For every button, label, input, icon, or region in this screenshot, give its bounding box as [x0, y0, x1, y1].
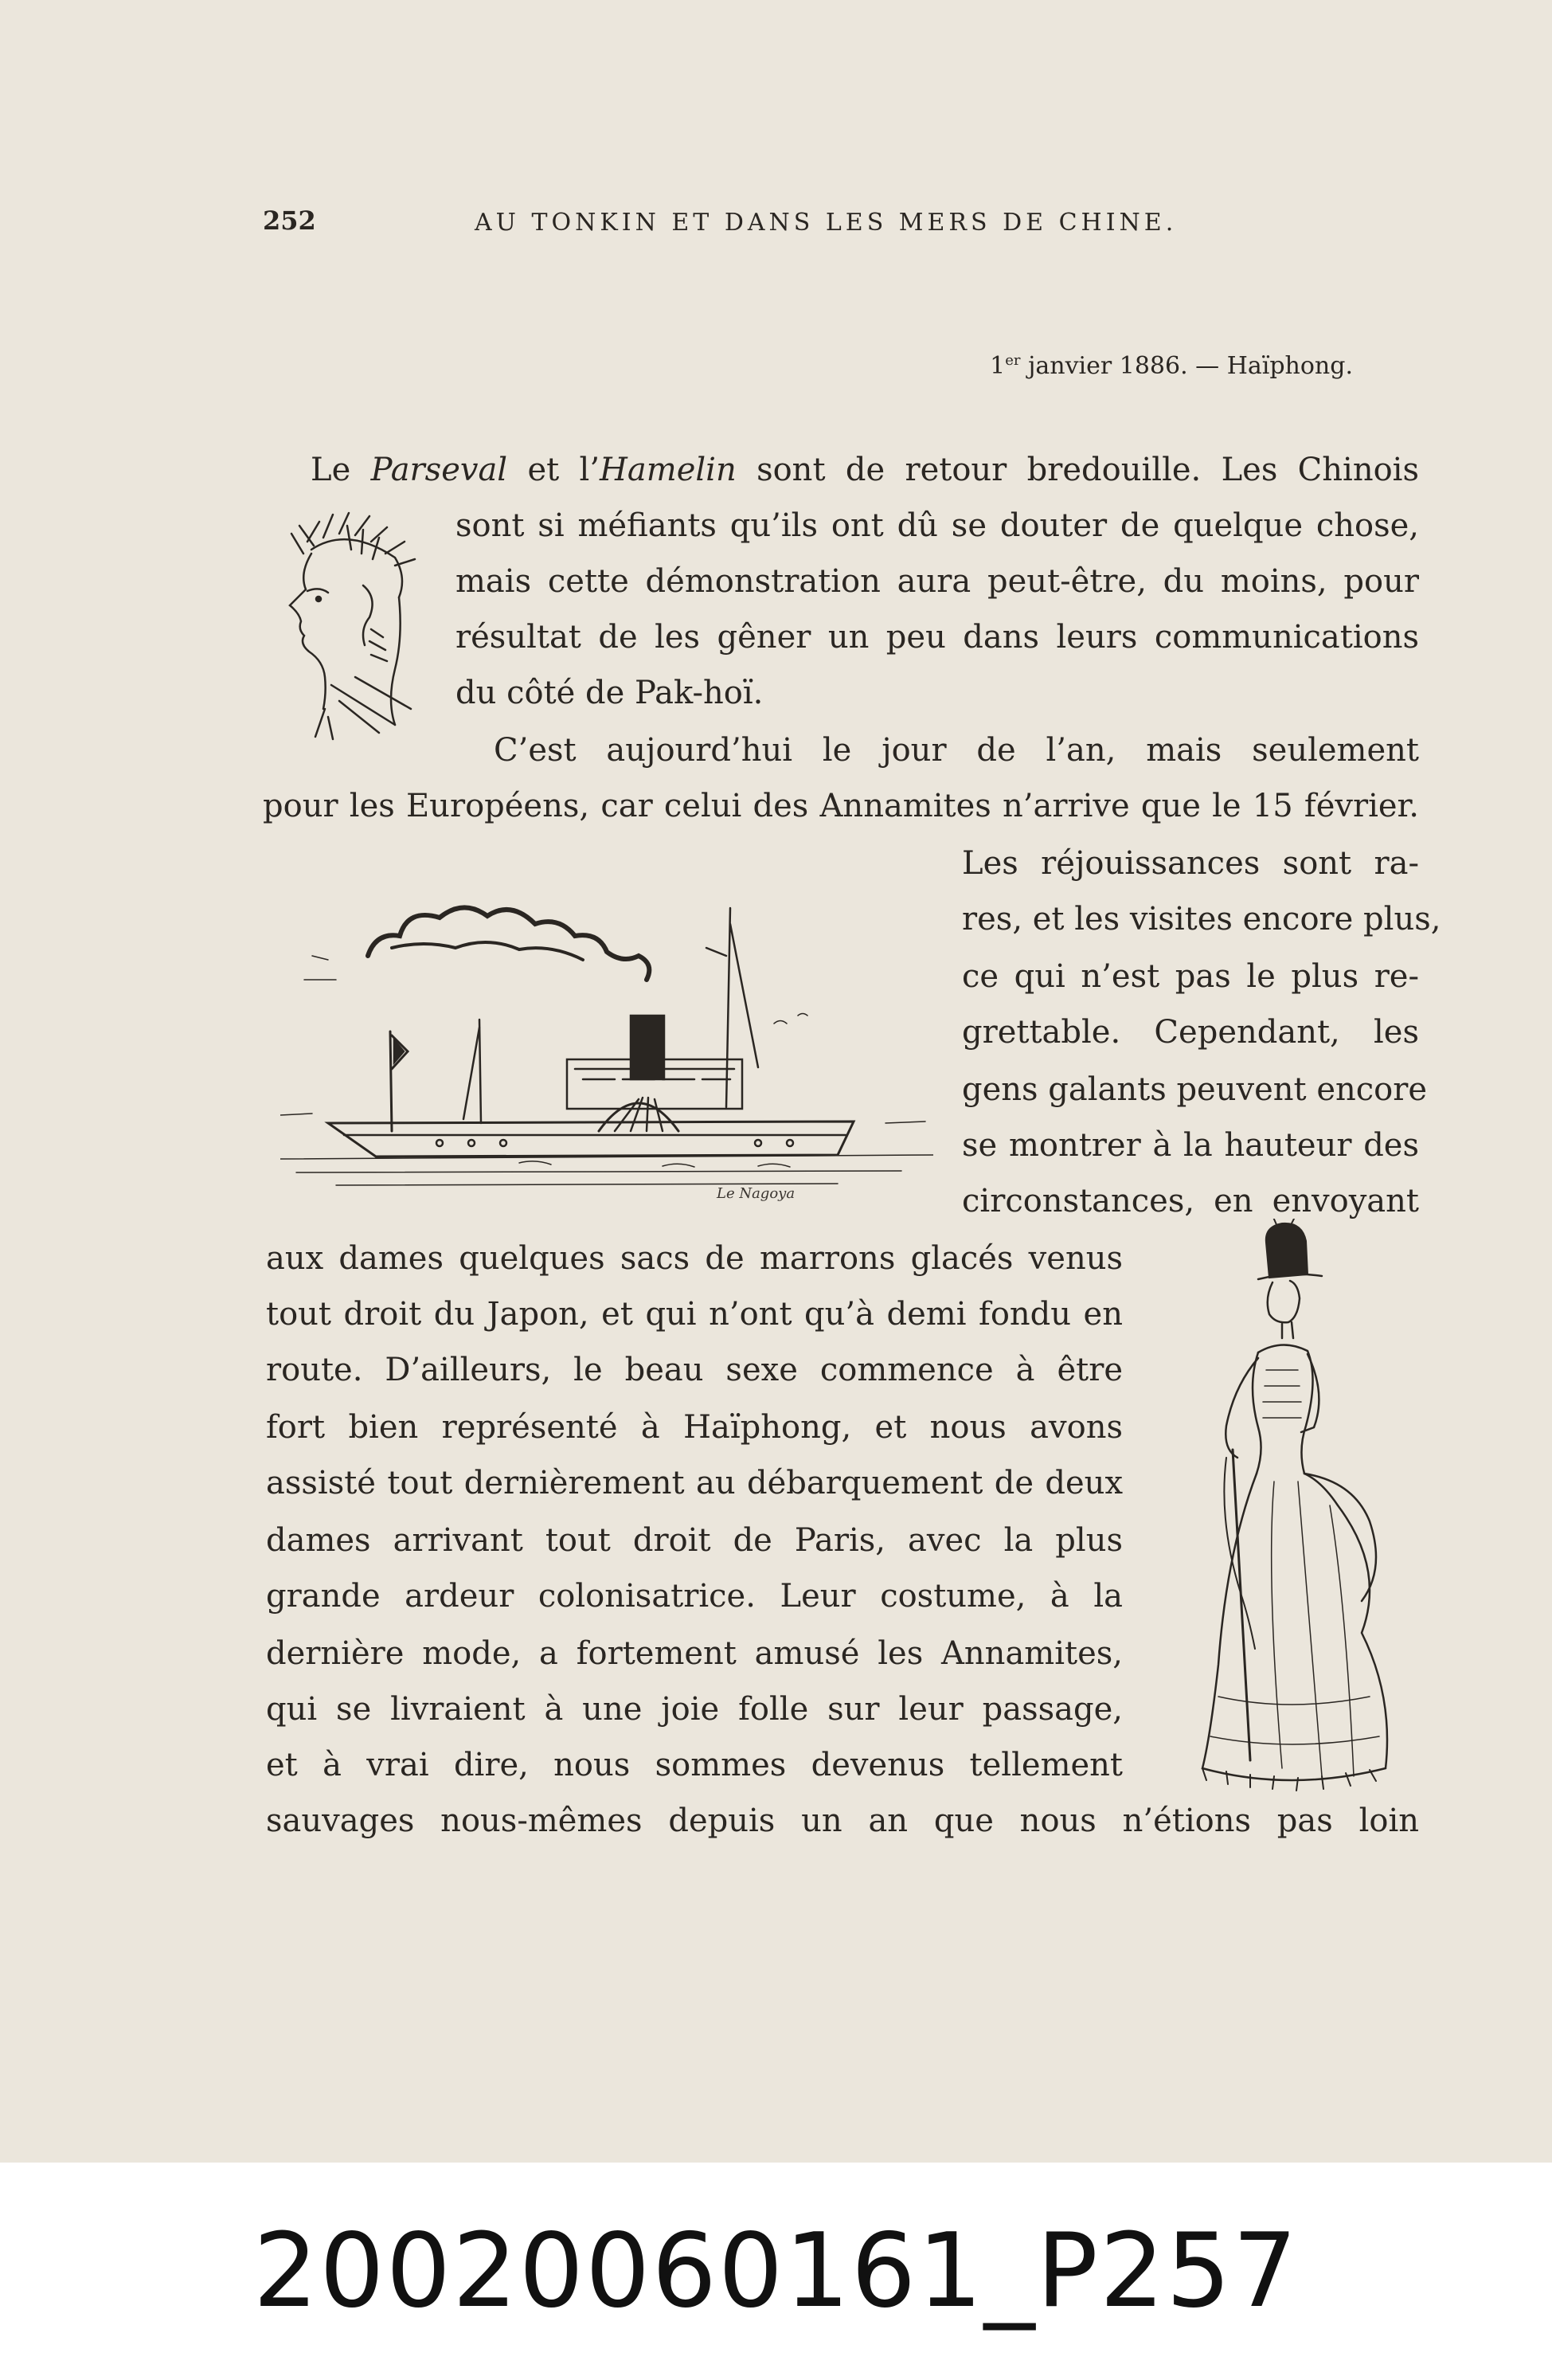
text-line: dames arrivant tout droit de Paris, avec la plus	[266, 1522, 1123, 1559]
text-line	[311, 451, 1419, 489]
text-run: sont de retour bredouille. Les Chinois	[736, 452, 1420, 488]
text-line: du côté de Pak-hoï.	[455, 675, 764, 711]
dateline-day-suffix: er	[1005, 352, 1021, 369]
running-title: AU TONKIN ET DANS LES MERS DE CHINE.	[475, 209, 1178, 237]
text-line: Les réjouissances sont ra-	[962, 845, 1419, 882]
text-line: route. D’ailleurs, le beau sexe commence à être	[266, 1352, 1123, 1388]
text-line: dernière mode, a fortement amusé les Annamites,	[266, 1635, 1123, 1672]
archive-footer	[0, 2163, 1552, 2380]
archive-identifier: 20020060161_P257	[252, 2212, 1300, 2331]
text-line: circonstances, en envoyant	[962, 1183, 1419, 1219]
ship-name-hamelin: Hamelin	[600, 452, 737, 488]
text-line: gens galants peuvent encore	[962, 1071, 1428, 1108]
head-sketch-illustration	[276, 510, 435, 741]
text-line: assisté tout dernièrement au débarquement de deux	[266, 1465, 1123, 1501]
text-line: mais cette démonstration aura peut-être, du moins, pour	[455, 563, 1419, 600]
text-line: aux dames quelques sacs de marrons glacés venus	[266, 1240, 1123, 1277]
dateline	[990, 352, 1353, 380]
text-line: ce qui n’est pas le plus re-	[962, 958, 1419, 995]
text-line: tout droit du Japon, et qui n’ont qu’à demi fondu en	[266, 1296, 1123, 1333]
text-line: fort bien représenté à Haïphong, et nous avons	[266, 1409, 1123, 1446]
paddle-steamer-illustration	[280, 860, 933, 1195]
text-line: sont si méfiants qu’ils ont dû se douter de quelque chose,	[455, 507, 1419, 544]
ship-name-parseval: Parseval	[370, 452, 508, 488]
text-run: Le	[311, 452, 371, 488]
text-line: se montrer à la hauteur des	[962, 1127, 1419, 1164]
text-line: grande ardeur colonisatrice. Leur costume, à la	[266, 1578, 1123, 1615]
lady-figure-illustration	[1171, 1219, 1409, 1792]
page-number: 252	[263, 206, 316, 236]
text-line: et à vrai dire, nous sommes devenus tellement	[266, 1747, 1123, 1783]
dateline-day: 1	[990, 352, 1006, 380]
text-line: sauvages nous-mêmes depuis un an que nous n’étions pas loin	[266, 1803, 1419, 1839]
text-run: et l’	[507, 452, 600, 488]
text-line: grettable. Cependant, les	[962, 1014, 1419, 1051]
text-line: C’est aujourd’hui le jour de l’an, mais seulement	[494, 732, 1419, 769]
ship-caption: Le Nagoya	[717, 1185, 796, 1202]
text-line: res, et les visites encore plus,	[962, 901, 1441, 938]
dateline-rest: janvier 1886. — Haïphong.	[1020, 352, 1353, 380]
text-line: pour les Européens, car celui des Annamites n’arrive que le 15 février.	[263, 788, 1419, 824]
text-line: qui se livraient à une joie folle sur leur passage,	[266, 1691, 1123, 1728]
text-line: résultat de les gêner un peu dans leurs communications	[455, 619, 1419, 656]
